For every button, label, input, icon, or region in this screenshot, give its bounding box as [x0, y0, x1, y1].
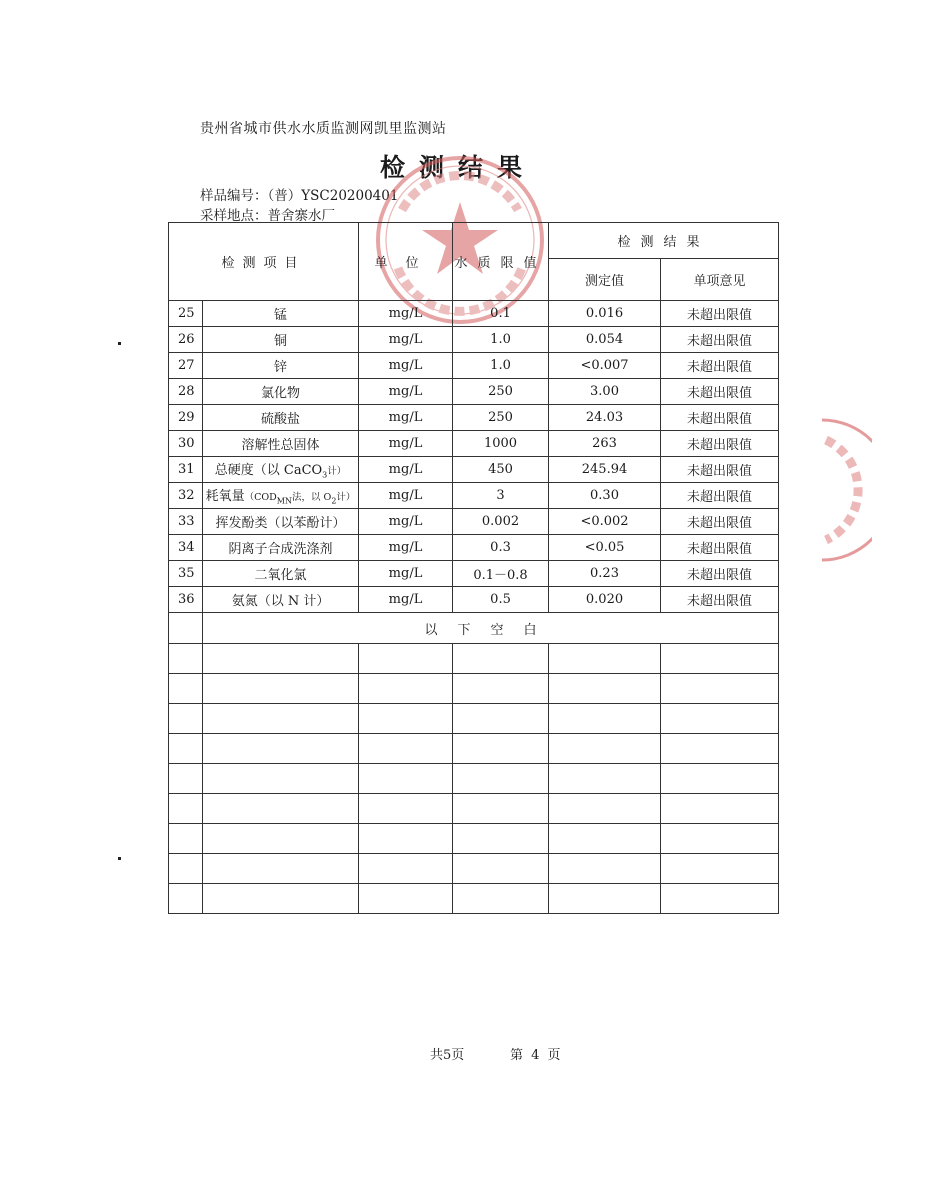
- table-row: 35 二氧化氯 mg/L 0.1－0.8 0.23 未超出限值: [169, 561, 779, 587]
- header-limit: 水质限值: [453, 223, 549, 301]
- table-row: 36 氨氮（以 N 计） mg/L 0.5 0.020 未超出限值: [169, 587, 779, 613]
- header-measured: 测定值: [549, 259, 661, 301]
- empty-row: [169, 704, 779, 734]
- sample-number: 样品编号：（普）YSC20200401: [200, 188, 399, 204]
- table-row: 26 铜 mg/L 1.0 0.054 未超出限值: [169, 327, 779, 353]
- table-row: 27 锌 mg/L 1.0 <0.007 未超出限值: [169, 353, 779, 379]
- blank-label: 以下空白: [203, 613, 779, 644]
- page-total: 共5页: [430, 1048, 465, 1063]
- page-title: 检测结果: [380, 153, 537, 182]
- empty-row: [169, 824, 779, 854]
- page-number: 第 4 页: [510, 1048, 563, 1063]
- scan-mark: [118, 342, 121, 345]
- table-row: 32 耗氧量（$COD_{MN}$法，以 $O_2$计） mg/L 3 0.30 未超出限值: [169, 483, 779, 509]
- table-row: 28 氯化物 mg/L 250 3.00 未超出限值: [169, 379, 779, 405]
- organization-name: 贵州省城市供水水质监测网凯里监测站: [200, 121, 447, 137]
- table-row: 25 锰 mg/L 0.1 0.016 未超出限值: [169, 301, 779, 327]
- empty-row: [169, 644, 779, 674]
- empty-row: [169, 794, 779, 824]
- table-row: 30 溶解性总固体 mg/L 1000 263 未超出限值: [169, 431, 779, 457]
- table-row: 31 总硬度（以 CaCO$_3$计） mg/L 450 245.94 未超出限值: [169, 457, 779, 483]
- header-unit: 单位: [359, 223, 453, 301]
- empty-row: [169, 674, 779, 704]
- table-row: 29 硫酸盐 mg/L 250 24.03 未超出限值: [169, 405, 779, 431]
- blank-note-row: [169, 613, 779, 644]
- header-result-group: 检测结果: [549, 223, 779, 259]
- empty-row: [169, 884, 779, 914]
- table-row: 34 阴离子合成洗涤剂 mg/L 0.3 <0.05 未超出限值: [169, 535, 779, 561]
- total-hardness-label: 总硬度（以 CaCO$_3$计）: [203, 457, 359, 483]
- partial-seal-icon: [812, 415, 872, 565]
- results-table: [168, 222, 779, 914]
- oxygen-consumption-label: 耗氧量（$COD_{MN}$法，以 $O_2$计）: [203, 483, 359, 509]
- sample-site: 采样地点：普舍寨水厂: [200, 208, 335, 224]
- header-item: 检测项目: [169, 223, 359, 301]
- empty-row: [169, 764, 779, 794]
- scan-mark: [118, 857, 121, 860]
- empty-row: [169, 854, 779, 884]
- empty-row: [169, 734, 779, 764]
- header-verdict: 单项意见: [661, 259, 779, 301]
- table-row: 33 挥发酚类（以苯酚计） mg/L 0.002 <0.002 未超出限值: [169, 509, 779, 535]
